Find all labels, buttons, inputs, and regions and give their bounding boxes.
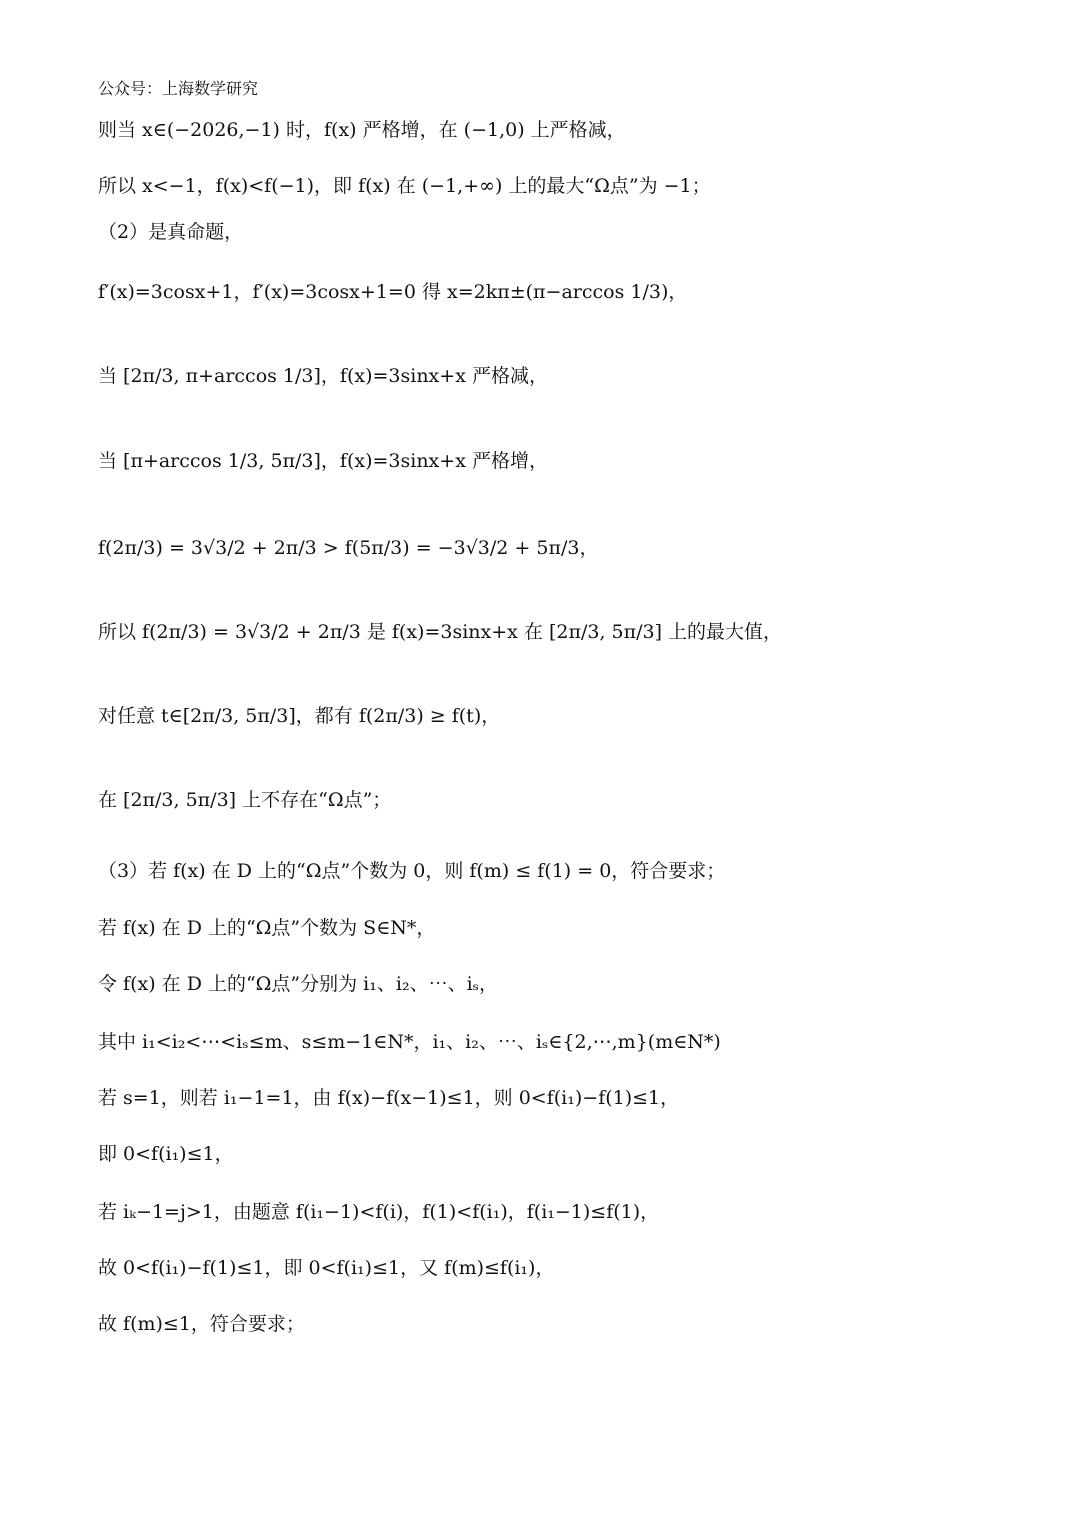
case-s1-line: 若 s=1，则若 i₁−1=1，由 f(x)−f(x−1)≤1，则 0<f(i₁)−f(1)≤1， — [98, 1086, 680, 1109]
increasing-interval-line: 当 [π+arccos 1/3, 5π/3]，f(x)=3sinx+x 严格增， — [98, 449, 548, 472]
part-2-heading: （2）是真命题， — [98, 220, 244, 243]
solution-line-2: 所以 x<−1，f(x)<f(−1)，即 f(x) 在 (−1,+∞) 上的最大“Ω点”为 −1； — [98, 174, 711, 197]
part-3-line: （3）若 f(x) 在 D 上的“Ω点”个数为 0，则 f(m) ≤ f(1) = 0，符合要求； — [98, 859, 726, 882]
inequality-line: 即 0<f(i₁)≤1， — [98, 1142, 234, 1165]
case-j-line: 若 iₖ−1=j>1，由题意 f(i₁−1)<f(i)，f(1)<f(i₁)，f(i₁−1)≤f(1)， — [98, 1200, 660, 1223]
source-header: 公众号：上海数学研究 — [98, 79, 259, 98]
any-t-line: 对任意 t∈[2π/3, 5π/3]，都有 f(2π/3) ≥ f(t)， — [98, 704, 501, 727]
therefore-line: 故 0<f(i₁)−f(1)≤1，即 0<f(i₁)≤1，又 f(m)≤f(i₁)， — [98, 1256, 555, 1279]
conclusion-line: 故 f(m)≤1，符合要求； — [98, 1312, 305, 1335]
no-omega-point-line: 在 [2π/3, 5π/3] 上不存在“Ω点”； — [98, 788, 392, 811]
value-comparison-line: f(2π/3) = 3√3/2 + 2π/3 > f(5π/3) = −3√3/2 + 5π/3， — [98, 536, 599, 559]
decreasing-interval-line: 当 [2π/3, π+arccos 1/3]，f(x)=3sinx+x 严格减， — [98, 364, 548, 387]
count-s-line: 若 f(x) 在 D 上的“Ω点”个数为 S∈N*， — [98, 916, 436, 939]
derivative-line: f′(x)=3cosx+1，f′(x)=3cosx+1=0 得 x=2kπ±(π−arccos 1/3)， — [98, 280, 688, 303]
omega-points-line: 令 f(x) 在 D 上的“Ω点”分别为 i₁、i₂、⋯、iₛ， — [98, 972, 499, 995]
maximum-value-line: 所以 f(2π/3) = 3√3/2 + 2π/3 是 f(x)=3sinx+x 在 [2π/3, 5π/3] 上的最大值， — [98, 620, 783, 643]
solution-line-1: 则当 x∈(−2026,−1) 时，f(x) 严格增，在 (−1,0) 上严格减， — [98, 118, 626, 141]
index-conditions-line: 其中 i₁<i₂<⋯<iₛ≤m、s≤m−1∈N*，i₁、i₂、⋯、iₛ∈{2,⋯,m}(m∈N*) — [98, 1030, 721, 1053]
